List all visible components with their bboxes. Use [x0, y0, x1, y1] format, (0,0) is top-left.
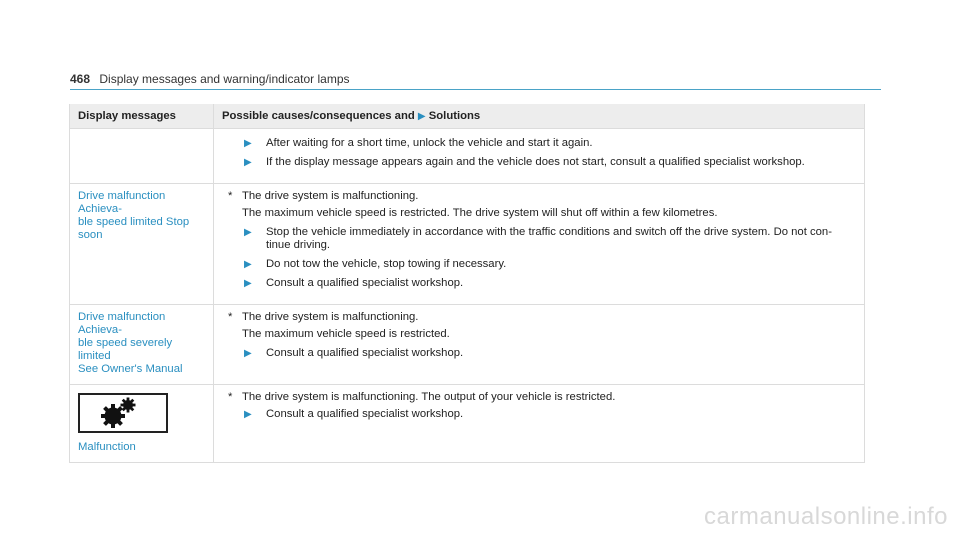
asterisk-icon: *: [228, 190, 233, 202]
solution-cell: [214, 305, 865, 385]
table-row: [70, 305, 865, 385]
cause-detail: The maximum vehicle speed is restricted. The drive system will shut off within a few kilometres.: [242, 207, 718, 219]
arrow-icon: ▶: [244, 259, 252, 270]
display-message-line: ble speed limited Stop soon: [78, 216, 190, 241]
arrow-icon: ▶: [417, 111, 426, 122]
table-row: [70, 129, 865, 184]
table-header-row: [70, 104, 865, 129]
step-text: After waiting for a short time, unlock the vehicle and start it again.: [266, 137, 593, 149]
watermark: carmanualsonline.info: [704, 503, 948, 530]
page-number: 468: [70, 72, 91, 86]
cause-note: [222, 311, 856, 324]
col-header-solutions-label: Solutions: [428, 110, 481, 122]
page-title: Display messages and warning/indicator lamps: [99, 72, 350, 86]
note-text: The drive system is malfunctioning. The output of your vehicle is restricted.: [242, 391, 616, 403]
step-text: Do not tow the vehicle, stop towing if necessary.: [266, 258, 507, 270]
asterisk-icon: *: [228, 311, 233, 323]
display-message-line: Malfunction: [78, 441, 136, 453]
step-text: Consult a qualified specialist workshop.: [266, 347, 464, 359]
arrow-icon: ▶: [244, 409, 252, 420]
message-cell: [70, 184, 214, 305]
solution-step: [222, 347, 856, 360]
step-text-continued: tinue driving.: [266, 239, 331, 251]
col-header-messages: Display messages: [70, 104, 214, 129]
solution-step: [222, 226, 856, 252]
note-text: The drive system is malfunctioning.: [242, 311, 419, 323]
display-messages-table: [69, 104, 865, 463]
table-row: [70, 385, 865, 463]
gears-malfunction-icon: [78, 393, 168, 433]
solution-step: [222, 156, 856, 169]
table-row: [70, 184, 865, 305]
cause-note: [222, 391, 856, 404]
arrow-icon: ▶: [244, 278, 252, 289]
cause-note: [222, 190, 856, 203]
display-message-line: ble speed severely limited: [78, 337, 173, 362]
col-header-causes: [214, 104, 865, 129]
step-text: Stop the vehicle immediately in accordance with the traffic conditions and switch off the drive system. Do not con-: [266, 226, 832, 238]
asterisk-icon: *: [228, 391, 233, 403]
page-header: [70, 72, 880, 86]
header-rule: [70, 89, 881, 90]
cause-detail: The maximum vehicle speed is restricted.: [242, 328, 450, 340]
display-message-line: Drive malfunction Achieva-: [78, 190, 166, 215]
solution-cell: [214, 385, 865, 463]
step-text: If the display message appears again and the vehicle does not start, consult a qualified specialist workshop.: [266, 156, 805, 168]
display-message-line: See Owner's Manual: [78, 363, 183, 375]
message-cell: [70, 305, 214, 385]
solution-cell: [214, 129, 865, 184]
solution-step: [222, 137, 856, 150]
arrow-icon: ▶: [244, 138, 252, 149]
solution-cell: [214, 184, 865, 305]
arrow-icon: ▶: [244, 348, 252, 359]
step-text: Consult a qualified specialist workshop.: [266, 277, 464, 289]
col-header-causes-label: Possible causes/consequences and: [222, 110, 415, 122]
solution-step: [222, 258, 856, 271]
solution-step: [222, 277, 856, 290]
arrow-icon: ▶: [244, 157, 252, 168]
arrow-icon: ▶: [244, 227, 252, 238]
display-message-line: Drive malfunction Achieva-: [78, 311, 166, 336]
solution-step: [222, 408, 856, 421]
step-text: Consult a qualified specialist workshop.: [266, 408, 464, 420]
note-text: The drive system is malfunctioning.: [242, 190, 419, 202]
message-cell: [70, 129, 214, 184]
message-cell: [70, 385, 214, 463]
